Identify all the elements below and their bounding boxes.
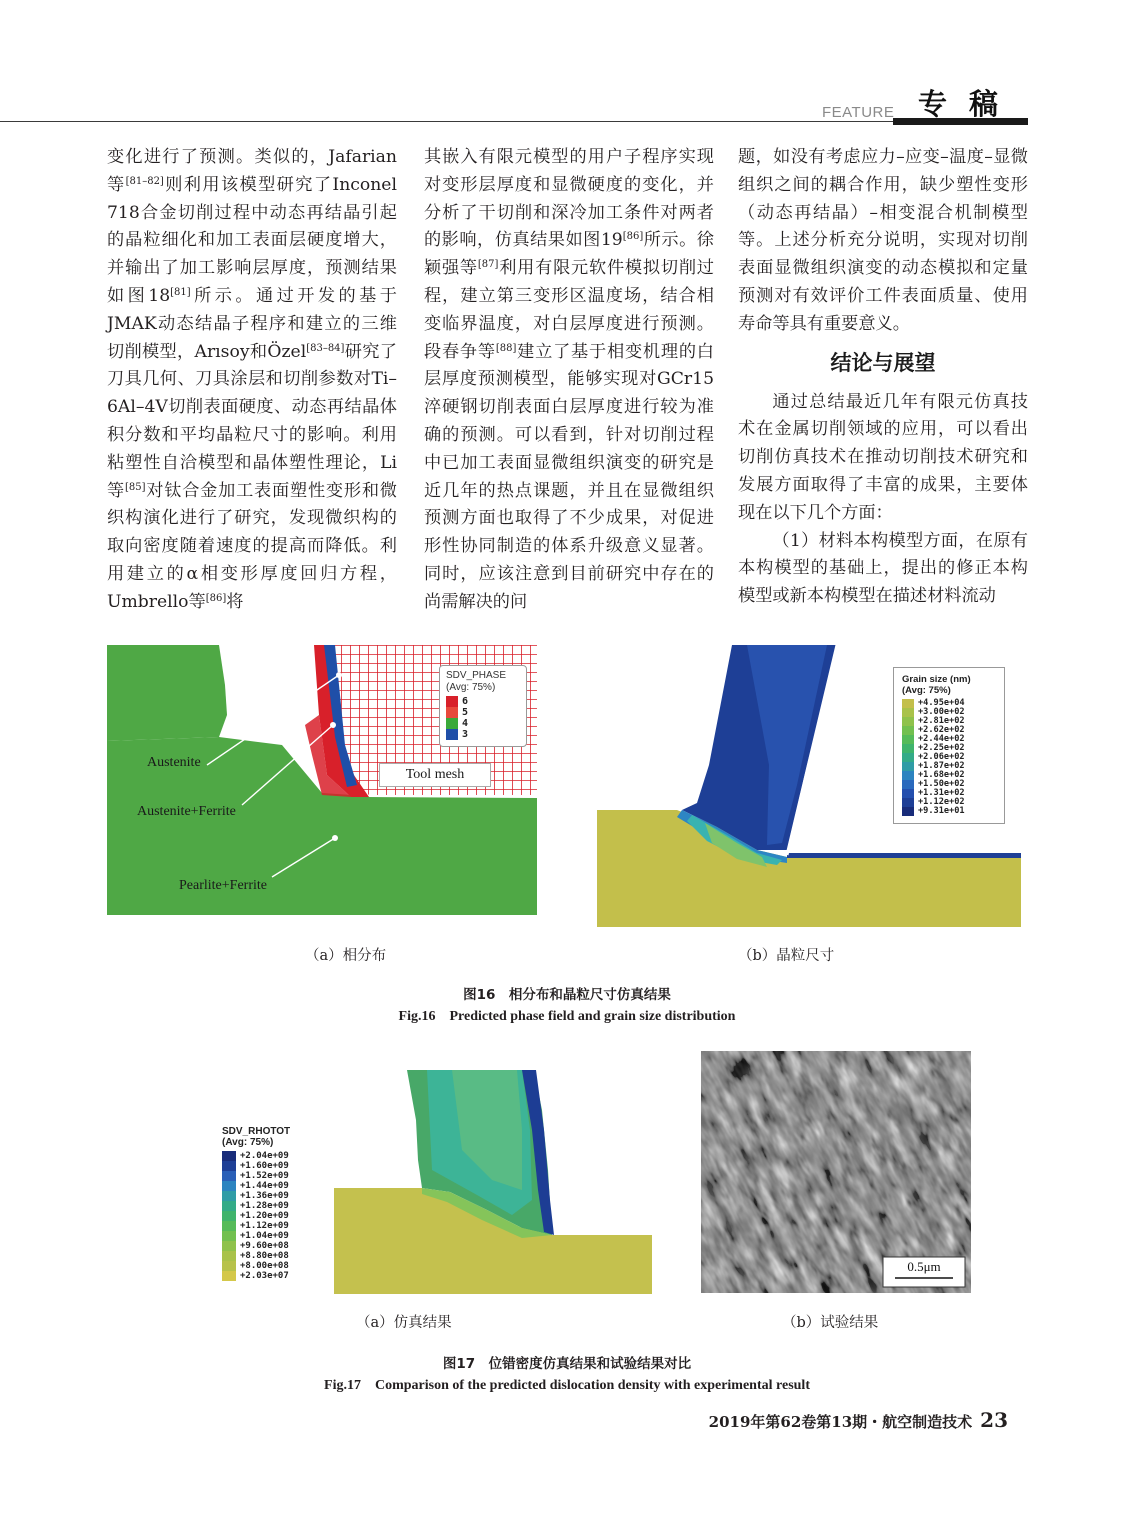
fig17-caption-cn: 图17 位错密度仿真结果和试验结果对比 xyxy=(442,1356,692,1372)
legend-swatch xyxy=(222,1241,236,1251)
legend-entry xyxy=(222,1231,289,1241)
legend-entry xyxy=(222,1261,289,1271)
fig17a-legend-avg: (Avg: 75%) xyxy=(222,1137,274,1148)
legend-value: +1.68e+02 xyxy=(918,770,965,780)
legend-value: +2.44e+02 xyxy=(918,734,965,744)
legend-swatch xyxy=(902,780,914,789)
text-column-1 xyxy=(107,144,397,617)
legend-swatch xyxy=(902,735,914,744)
legend-entry xyxy=(222,1161,289,1171)
fig16a-legend-avg: (Avg: 75%) xyxy=(446,682,496,693)
legend-value: 6 xyxy=(462,696,469,707)
legend-swatch xyxy=(902,798,914,807)
col3-paragraph-1: 题，如没有考虑应力–应变–温度–显微组织之间的耦合作用，缺少塑性变形（动态再结晶）–相变混合机制模型等。上述分析充分说明，实现对切削表面显微组织演变的动态模拟和定量预测对有效评价工件表面质量、使用寿命等具有重要意义。 xyxy=(738,147,1028,334)
legend-swatch xyxy=(902,699,914,708)
legend-entry xyxy=(446,718,468,729)
fig17a-legend-title: SDV_RHOTOT xyxy=(222,1126,291,1137)
legend-swatch xyxy=(222,1251,236,1261)
legend-value: +9.60e+08 xyxy=(240,1241,289,1251)
legend-value: +2.04e+09 xyxy=(240,1151,289,1161)
text-column-3 xyxy=(738,144,1028,611)
col3-paragraph-3: （1）材料本构模型方面，在原有本构模型的基础上，提出的修正本构模型或新本构模型在描述材料流动 xyxy=(738,530,1028,607)
fig16a-label-austenite: Austenite xyxy=(147,755,201,770)
legend-value: +1.12e+09 xyxy=(240,1221,289,1231)
legend-entry xyxy=(222,1191,289,1201)
fig16b-legend xyxy=(893,667,1005,824)
page-number: 23 xyxy=(980,1408,1008,1432)
legend-value: +9.31e+01 xyxy=(918,806,965,816)
legend-swatch xyxy=(902,807,914,816)
legend-value: +2.81e+02 xyxy=(918,716,965,726)
legend-swatch xyxy=(222,1221,236,1231)
fig16b-legend-title: Grain size (nm) xyxy=(902,674,971,685)
legend-entry xyxy=(222,1201,289,1211)
legend-entry xyxy=(222,1151,289,1161)
legend-entry xyxy=(222,1171,289,1181)
legend-entry xyxy=(446,696,468,707)
legend-value: 5 xyxy=(462,707,469,718)
text-column-2 xyxy=(424,144,714,617)
page-footer xyxy=(709,1408,1008,1432)
legend-value: +1.36e+09 xyxy=(240,1191,289,1201)
fig16a-legend-rows xyxy=(446,696,468,740)
legend-value: 4 xyxy=(462,718,469,729)
header-rule xyxy=(0,121,893,122)
legend-entry xyxy=(222,1211,289,1221)
legend-entry xyxy=(222,1251,289,1261)
legend-entry xyxy=(902,807,965,816)
legend-swatch xyxy=(446,729,458,740)
fig17b-scale-bar-label: 0.5μm xyxy=(907,1259,941,1274)
legend-value: +1.04e+09 xyxy=(240,1231,289,1241)
legend-value: +3.00e+02 xyxy=(918,707,965,717)
fig17-caption-en: Fig.17 Comparison of the predicted dislocation density with experimental result xyxy=(324,1378,810,1393)
fig17a-caption: （a）仿真结果 xyxy=(356,1315,452,1331)
legend-swatch xyxy=(902,753,914,762)
fig17b-caption: （b）试验结果 xyxy=(782,1315,879,1331)
legend-value: +1.20e+09 xyxy=(240,1211,289,1221)
legend-swatch xyxy=(446,707,458,718)
legend-value: +2.62e+02 xyxy=(918,725,965,735)
legend-value: +2.25e+02 xyxy=(918,743,965,753)
legend-swatch xyxy=(902,717,914,726)
fig16a-caption: （a）相分布 xyxy=(305,948,387,964)
legend-value: +8.00e+08 xyxy=(240,1261,289,1271)
legend-entry xyxy=(222,1221,289,1231)
fig17a-legend xyxy=(222,1124,322,1284)
legend-value: +1.44e+09 xyxy=(240,1181,289,1191)
fig16a-legend xyxy=(439,665,527,747)
fig16b-legend-avg: (Avg: 75%) xyxy=(902,685,951,696)
legend-value: +1.12e+02 xyxy=(918,797,965,807)
legend-value: +1.50e+02 xyxy=(918,779,965,789)
col3-paragraph-2: 通过总结最近几年有限元仿真技术在金属切削领域的应用，可以看出切削仿真技术在推动切削技术研究和发展方面取得了丰富的成果，主要体现在以下几个方面： xyxy=(738,391,1028,523)
legend-value: +1.28e+09 xyxy=(240,1201,289,1211)
fig17b-micrograph xyxy=(701,1051,971,1293)
legend-value: +1.31e+02 xyxy=(918,788,965,798)
fig16a-label-pearlite-ferrite: Pearlite+Ferrite xyxy=(179,878,267,893)
legend-entry xyxy=(222,1241,289,1251)
fig16b-legend-rows xyxy=(902,699,965,816)
legend-entry xyxy=(222,1271,289,1281)
fig16a-legend-title: SDV_PHASE xyxy=(446,670,507,681)
fig17b-image xyxy=(701,1051,971,1293)
legend-swatch xyxy=(902,708,914,717)
fig17a-legend-rows xyxy=(222,1151,289,1281)
footer-journal: 2019年第62卷第13期・航空制造技术 xyxy=(708,1413,973,1431)
legend-swatch xyxy=(446,696,458,707)
legend-value: +8.80e+08 xyxy=(240,1251,289,1261)
fig16a-phase-distribution xyxy=(107,645,537,915)
legend-swatch xyxy=(222,1171,236,1181)
header-section-cn: 专稿 xyxy=(918,87,1021,121)
fig16a-label-austenite-ferrite: Austenite+Ferrite xyxy=(137,804,236,819)
legend-value: 3 xyxy=(462,729,469,740)
fig16-caption-cn: 图16 相分布和晶粒尺寸仿真结果 xyxy=(463,987,671,1003)
legend-value: +1.52e+09 xyxy=(240,1171,289,1181)
fig16a-label-tool-mesh: Tool mesh xyxy=(379,763,491,787)
legend-entry xyxy=(446,729,468,740)
legend-value: +2.03e+07 xyxy=(240,1271,289,1281)
header-section-en: FEATURE xyxy=(822,104,895,121)
legend-swatch xyxy=(222,1161,236,1171)
legend-swatch xyxy=(902,771,914,780)
legend-swatch xyxy=(222,1191,236,1201)
legend-swatch xyxy=(446,718,458,729)
legend-entry xyxy=(446,707,468,718)
legend-value: +4.95e+04 xyxy=(918,698,965,708)
section-heading-conclusion: 结论与展望 xyxy=(830,351,936,375)
legend-swatch xyxy=(222,1211,236,1221)
legend-swatch xyxy=(222,1231,236,1241)
legend-swatch xyxy=(902,726,914,735)
legend-swatch xyxy=(222,1201,236,1211)
legend-swatch xyxy=(222,1181,236,1191)
legend-swatch xyxy=(222,1151,236,1161)
legend-swatch xyxy=(902,789,914,798)
legend-swatch xyxy=(222,1261,236,1271)
fig16-caption-en: Fig.16 Predicted phase field and grain size distribution xyxy=(398,1009,736,1024)
fig16b-grain-size xyxy=(597,645,1021,927)
legend-value: +1.87e+02 xyxy=(918,761,965,771)
col1-paragraph: 变化进行了预测。类似的，Jafarian等[81–82]则利用该模型研究了Inconel 718合金切削过程中动态再结晶引起的晶粒细化和加工表面层硬度增大，并输出了加工影响层厚度，预测结果如图18[81]所示。通过开发的基于JMAK动态结晶子程序和建立的三维切削模型，Arısoy和Özel[83–84]研究了刀具几何、刀具涂层和切削参数对Ti–6Al–4V切削表面硬度、动态再结晶体积分数和平均晶粒尺寸的影响。利用粘塑性自洽模型和晶体塑性理论，Li等[85]对钛合金加工表面塑性变形和微织构演化进行了研究，发现微织构的取向密度随着速度的提高而降低。利用建立的α相变形厚度回归方程，Umbrello等[86]将 xyxy=(107,147,397,612)
legend-value: +2.06e+02 xyxy=(918,752,965,762)
col2-paragraph: 其嵌入有限元模型的用户子程序实现对变形层厚度和显微硬度的变化，并分析了干切削和深冷加工条件对两者的影响，仿真结果如图19[86]所示。徐颖强等[87]利用有限元软件模拟切削过程，建立第三变形区温度场，结合相变临界温度，对白层厚度进行预测。段春争等[88]建立了基于相变机理的白层厚度预测模型，能够实现对GCr15淬硬钢切削表面白层厚度进行较为准确的预测。可以看到，针对切削过程中已加工表面显微组织演变的研究是近几年的热点课题，并且在显微组织预测方面也取得了不少成果，对促进形性协同制造的体系升级意义显著。同时，应该注意到目前研究中存在的尚需解决的问 xyxy=(424,147,714,612)
legend-entry xyxy=(222,1181,289,1191)
legend-swatch xyxy=(222,1271,236,1281)
fig16b-caption: （b）晶粒尺寸 xyxy=(738,948,835,964)
fig17a-simulation xyxy=(222,1070,652,1294)
legend-swatch xyxy=(902,744,914,753)
legend-value: +1.60e+09 xyxy=(240,1161,289,1171)
legend-swatch xyxy=(902,762,914,771)
